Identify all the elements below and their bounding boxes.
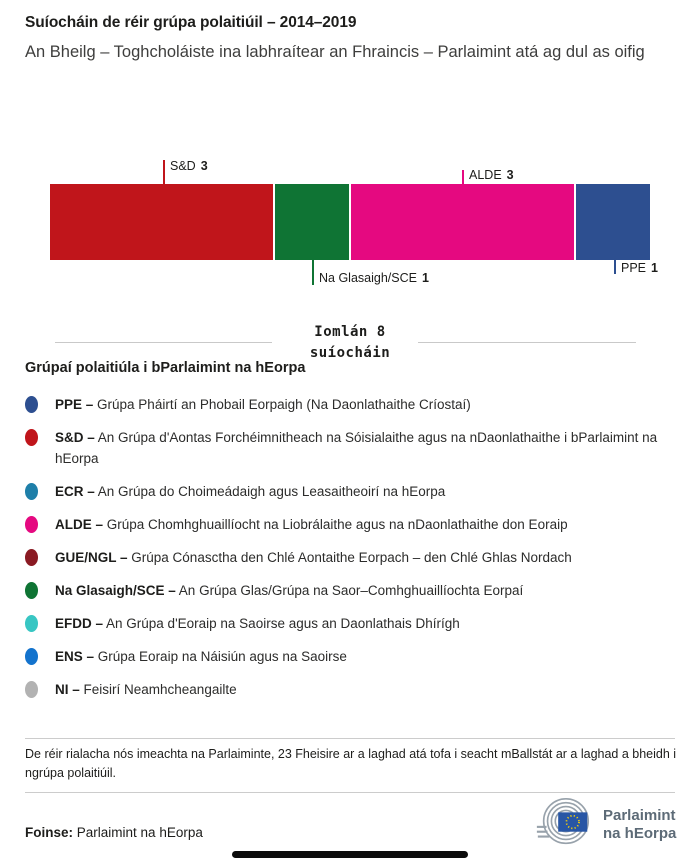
callout-tick-sd — [163, 160, 165, 184]
total-divider-right — [418, 342, 636, 343]
source-line — [25, 825, 203, 840]
seat-count: 1 — [421, 271, 429, 285]
callout-label-ppe — [621, 261, 658, 275]
total-divider-left — [55, 342, 272, 343]
group-abbr: PPE — [621, 261, 647, 275]
callout-label-sd — [170, 159, 208, 173]
legend-item — [25, 613, 683, 634]
legend-item-text: ENS – Grúpa Eoraip na Náisiún agus na Saoirse — [55, 649, 347, 664]
group-color-dot — [25, 582, 38, 599]
bar-segment-s-d[interactable] — [50, 184, 273, 260]
bar-segment-ppe[interactable] — [576, 184, 650, 260]
source-label: Foinse: — [25, 825, 74, 840]
page-title: Suíocháin de réir grúpa polaitiúil – 2014–2019 — [25, 14, 357, 31]
group-color-dot — [25, 516, 38, 533]
callout-tick-ppe — [614, 260, 616, 274]
group-color-dot — [25, 549, 38, 566]
legend-item-text: ECR – An Grúpa do Choimeádaigh agus Leasaitheoirí na hEorpa — [55, 484, 446, 499]
group-color-dot — [25, 396, 38, 413]
logo-wordmark — [603, 807, 676, 843]
group-color-dot — [25, 483, 38, 500]
legend-item — [25, 481, 683, 502]
legend-item-text: EFDD – An Grúpa d'Eoraip na Saoirse agus an Daonlathais Dhírígh — [55, 616, 460, 631]
legend-item — [25, 547, 683, 568]
seat-count: 3 — [506, 168, 514, 182]
legend-item — [25, 514, 683, 535]
legend-item-text: ALDE – Grúpa Chomhghuaillíocht na Liobrálaithe agus na nDaonlathaithe don Eoraip — [55, 517, 568, 532]
logo-line1: Parlaimint — [603, 807, 676, 824]
bar-segment-na-glasaigh-sce[interactable] — [275, 184, 349, 260]
home-indicator-bar — [232, 851, 468, 858]
seat-bar — [50, 184, 650, 260]
group-color-dot — [25, 681, 38, 698]
page-subtitle: An Bheilg – Toghcholáiste ina labhraítear an Fhraincis – Parlaimint atá ag dul as oifig — [25, 43, 645, 61]
legend-item — [25, 427, 683, 469]
logo-line2: na hEorpa — [603, 825, 677, 842]
callout-tick-glasaigh — [312, 260, 314, 285]
parliament-hemicycle-icon — [533, 796, 595, 855]
footnote: De réir rialacha nós imeachta na Parlaiminte, 23 Fheisire ar a laghad atá tofa i seacht mBallstát ar a laghad a bheidh i ngrúpa polaitiúil. — [25, 747, 677, 780]
legend-item-text: GUE/NGL – Grúpa Cónasctha den Chlé Aontaithe Eorpach – den Chlé Ghlas Nordach — [55, 550, 572, 565]
seat-count: 1 — [651, 261, 658, 275]
legend-item — [25, 646, 683, 667]
bar-segment-alde[interactable] — [351, 184, 574, 260]
legend-item — [25, 679, 683, 700]
group-color-dot — [25, 429, 38, 446]
group-abbr: Na Glasaigh/SCE — [319, 271, 417, 285]
legend-item-text: PPE – Grúpa Pháirtí an Phobail Eorpaigh (Na Daonlathaithe Críostaí) — [55, 397, 471, 412]
source-divider — [25, 792, 675, 793]
european-parliament-logo — [533, 798, 691, 852]
group-abbr: ALDE — [469, 168, 502, 182]
footnote-divider — [25, 738, 675, 739]
legend-heading: Grúpaí polaitiúla i bParlaimint na hEorpa — [25, 360, 306, 376]
callout-label-alde — [469, 168, 514, 182]
total-seats-line1: Iomlán 8 — [314, 324, 386, 340]
callout-label-glasaigh — [319, 271, 429, 285]
eu-flag-icon — [558, 812, 587, 831]
callout-tick-alde — [462, 170, 464, 184]
legend-item-text: NI – Feisirí Neamhcheangailte — [55, 682, 237, 697]
legend-item — [25, 580, 683, 601]
legend-item — [25, 394, 683, 415]
group-abbr: S&D — [170, 159, 196, 173]
legend-list — [25, 394, 683, 712]
source-value: Parlaimint na hEorpa — [76, 825, 203, 840]
total-seats-line2: suíocháin — [309, 345, 391, 361]
group-color-dot — [25, 615, 38, 632]
legend-item-text: S&D – An Grúpa d'Aontas Forchéimnitheach na Sóisialaithe agus na nDaonlathaithe i bParlaimint na hEorpa — [55, 430, 658, 466]
legend-item-text: Na Glasaigh/SCE – An Grúpa Glas/Grúpa na Saor–Comhghuaillíochta Eorpaí — [55, 583, 524, 598]
group-color-dot — [25, 648, 38, 665]
seat-count: 3 — [200, 159, 208, 173]
